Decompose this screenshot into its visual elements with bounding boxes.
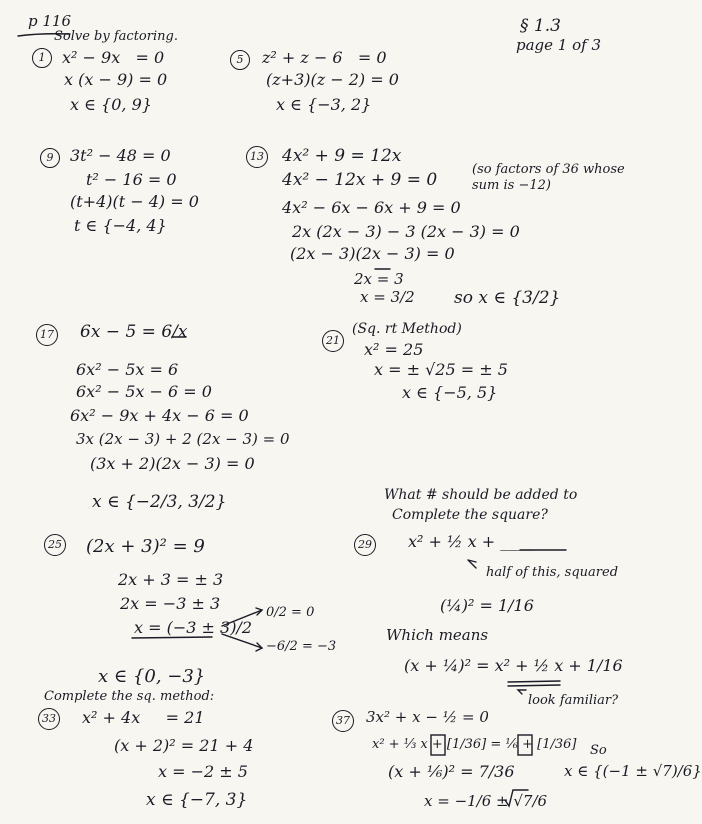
p29-which-means: Which means bbox=[386, 626, 489, 644]
problem-number-17: 17 bbox=[36, 324, 58, 346]
p25-line: (2x + 3)² = 9 bbox=[86, 536, 205, 557]
p25-line: 2x = −3 ± 3 bbox=[120, 594, 221, 613]
p21-answer: x ∈ {−5, 5} bbox=[402, 383, 498, 402]
page-reference: p 116 bbox=[28, 12, 72, 30]
problem-number-21: 21 bbox=[322, 330, 344, 352]
p5-line: z² + z − 6 = 0 bbox=[262, 48, 387, 67]
p17-line: (3x + 2)(2x − 3) = 0 bbox=[90, 454, 255, 473]
p29-hint: half of this, squared bbox=[486, 565, 619, 580]
problem-number-9: 9 bbox=[40, 148, 60, 168]
p29-double-underline bbox=[508, 681, 560, 686]
p29-look-familiar: look familiar? bbox=[528, 693, 619, 708]
p17-line: 6x² − 9x + 4x − 6 = 0 bbox=[70, 406, 249, 425]
p33-line: x = −2 ± 5 bbox=[158, 762, 248, 781]
p25-side-calc: 0/2 = 0 bbox=[266, 605, 315, 620]
p25-side-calc: −6/2 = −3 bbox=[266, 639, 337, 654]
p37-line: 3x² + x − ½ = 0 bbox=[366, 708, 489, 726]
p37-line: x² + ⅓ x + [1/36] = ⅙ + [1/36] bbox=[372, 737, 577, 752]
problem-number-25: 25 bbox=[44, 534, 66, 556]
p9-line: (t+4)(t − 4) = 0 bbox=[70, 192, 199, 211]
p1-answer: x ∈ {0, 9} bbox=[70, 95, 152, 114]
problem-number-13: 13 bbox=[246, 146, 268, 168]
p29-expression: x² + ½ x + ____ bbox=[408, 532, 533, 551]
p33-heading: Complete the sq. method: bbox=[44, 689, 215, 704]
problem-number-33: 33 bbox=[38, 708, 60, 730]
instruction-text: Solve by factoring. bbox=[54, 29, 178, 44]
p25-line: x = (−3 ± 3)/2 bbox=[134, 618, 252, 637]
p25-fraction-bar bbox=[132, 637, 212, 638]
p29-question: What # should be added to bbox=[384, 487, 578, 503]
p17-line: 6x² − 5x − 6 = 0 bbox=[76, 382, 212, 401]
p33-line: x² + 4x = 21 bbox=[82, 708, 205, 727]
p5-answer: x ∈ {−3, 2} bbox=[276, 95, 372, 114]
p1-line: x (x − 9) = 0 bbox=[64, 70, 168, 89]
p13-line: 4x² + 9 = 12x bbox=[282, 146, 402, 166]
p25-line: 2x + 3 = ± 3 bbox=[118, 570, 224, 589]
p17-answer: x ∈ {−2/3, 3/2} bbox=[92, 492, 227, 512]
page-count: page 1 of 3 bbox=[516, 36, 601, 54]
p5-line: (z+3)(z − 2) = 0 bbox=[266, 70, 399, 89]
p37-so: So bbox=[590, 743, 607, 758]
p21-line: x = ± √25 = ± 5 bbox=[374, 360, 508, 379]
p25-answer: x ∈ {0, −3} bbox=[98, 666, 206, 687]
problem-number-1: 1 bbox=[32, 48, 52, 68]
p17-line: 6x² − 5x = 6 bbox=[76, 360, 179, 379]
p13-line: 2x = 3 bbox=[354, 270, 404, 288]
p9-answer: t ∈ {−4, 4} bbox=[74, 216, 167, 235]
p37-answer: x ∈ {(−1 ± √7)/6} bbox=[564, 762, 702, 780]
section-label: § 1.3 bbox=[520, 16, 561, 36]
look-familiar-arrow bbox=[518, 690, 526, 694]
problem-number-29: 29 bbox=[354, 534, 376, 556]
p21-method: (Sq. rt Method) bbox=[352, 321, 462, 337]
p33-answer: x ∈ {−7, 3} bbox=[146, 790, 248, 810]
p17-line: 3x (2x − 3) + 2 (2x − 3) = 0 bbox=[76, 430, 290, 448]
p13-line: 4x² − 6x − 6x + 9 = 0 bbox=[282, 198, 461, 217]
p33-line: (x + 2)² = 21 + 4 bbox=[114, 736, 254, 755]
p13-line: x = 3/2 bbox=[360, 288, 415, 306]
problem-number-37: 37 bbox=[332, 710, 354, 732]
p9-line: t² − 16 = 0 bbox=[86, 170, 177, 189]
p13-line: 4x² − 12x + 9 = 0 bbox=[282, 170, 438, 190]
p13-line: 2x (2x − 3) − 3 (2x − 3) = 0 bbox=[292, 222, 520, 241]
p9-line: 3t² − 48 = 0 bbox=[70, 146, 171, 165]
p37-line: (x + ⅙)² = 7/36 bbox=[388, 762, 515, 781]
p21-line: x² = 25 bbox=[364, 340, 424, 359]
p17-line: 6x − 5 = 6/x bbox=[80, 322, 188, 342]
p29-line: (x + ¼)² = x² + ½ x + 1/16 bbox=[404, 656, 623, 675]
p13-answer: so x ∈ {3/2} bbox=[454, 288, 561, 308]
p37-line: x = −1/6 ± √7/6 bbox=[424, 792, 548, 810]
problem-number-5: 5 bbox=[230, 50, 250, 70]
p13-note: (so factors of 36 whose sum is −12) bbox=[472, 162, 625, 193]
p13-line: (2x − 3)(2x − 3) = 0 bbox=[290, 244, 455, 263]
p1-line: x² − 9x = 0 bbox=[62, 48, 165, 67]
p29-line: (¼)² = 1/16 bbox=[440, 596, 534, 615]
p29-question: Complete the square? bbox=[392, 507, 548, 523]
p29-arrow bbox=[468, 560, 476, 568]
